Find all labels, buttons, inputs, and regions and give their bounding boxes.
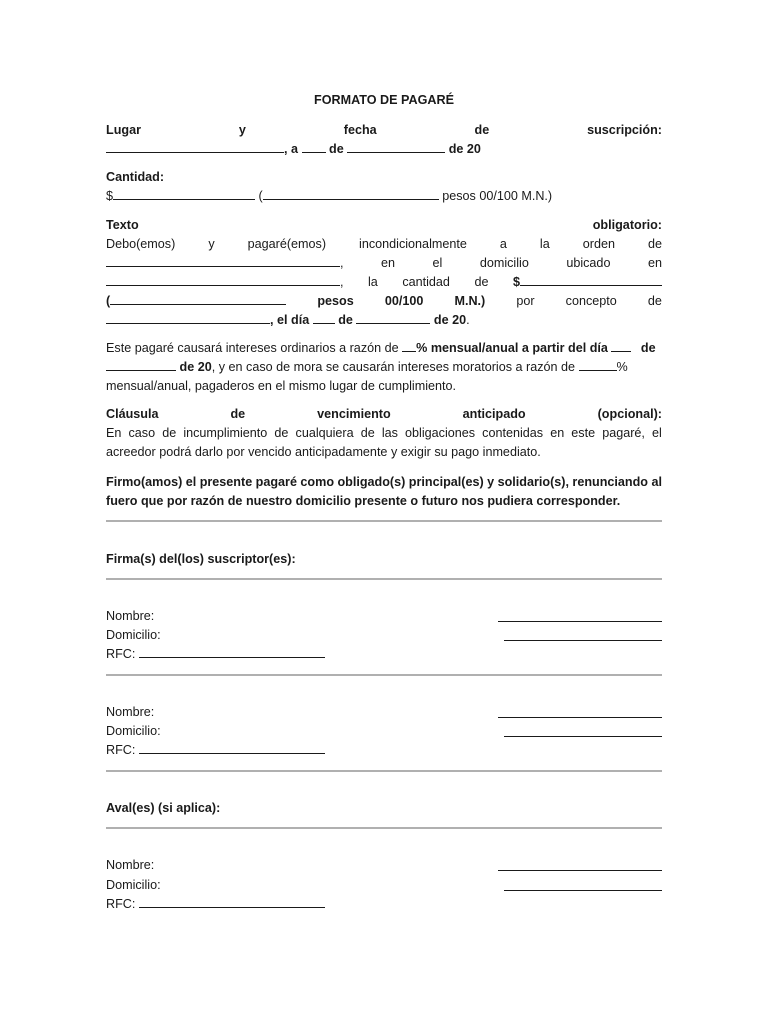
cantidad-letra-blank[interactable] bbox=[263, 188, 439, 200]
suscriptor-2-nombre-line[interactable] bbox=[498, 706, 662, 718]
clausula-heading: Cláusula de vencimiento anticipado (opcional): bbox=[106, 407, 662, 421]
cantidad-num-blank[interactable] bbox=[113, 188, 255, 200]
suscriptor-1-rfc-line[interactable] bbox=[139, 646, 325, 658]
divider bbox=[106, 770, 662, 772]
texto-cantidad-blank[interactable] bbox=[520, 274, 662, 286]
aval-nombre-line[interactable] bbox=[498, 859, 662, 871]
intereses-line-3: mensual/anual, pagaderos en el mismo lugar de cumplimiento. bbox=[106, 379, 457, 393]
aval-nombre-label: Nombre: bbox=[106, 858, 155, 872]
acreedor-blank[interactable] bbox=[106, 255, 340, 267]
suscriptor-2-domicilio-line[interactable] bbox=[504, 725, 662, 737]
suscriptor-1-nombre-line[interactable] bbox=[498, 610, 662, 622]
document-title: FORMATO DE PAGARÉ bbox=[314, 93, 454, 107]
divider bbox=[106, 578, 662, 580]
interes-mes-blank[interactable] bbox=[106, 359, 176, 371]
suscriptor-2-rfc: RFC: bbox=[106, 742, 662, 758]
intereses-line-1: Este pagaré causará intereses ordinarios a razón de % mensual/anual a partir del día de bbox=[106, 341, 656, 355]
divider bbox=[106, 520, 662, 522]
lugar-fields: , a de de 20 bbox=[106, 141, 662, 157]
interes-dia-blank[interactable] bbox=[611, 340, 631, 352]
domicilio-pago-blank[interactable] bbox=[106, 274, 340, 286]
firmas-heading: Firma(s) del(los) suscriptor(es): bbox=[106, 552, 296, 566]
mes-blank[interactable] bbox=[347, 141, 445, 153]
aval-domicilio-label: Domicilio: bbox=[106, 878, 161, 892]
suscriptor-2-rfc-line[interactable] bbox=[139, 742, 325, 754]
tasa-ordinaria-blank[interactable] bbox=[402, 340, 416, 352]
texto-line-4: , la cantidad de $ bbox=[106, 274, 662, 290]
aval-domicilio-line[interactable] bbox=[504, 879, 662, 891]
texto-line-6: , el día de de 20. bbox=[106, 312, 662, 328]
aval-heading: Aval(es) (si aplica): bbox=[106, 801, 221, 815]
texto-heading: Texto obligatorio: bbox=[106, 218, 662, 232]
intereses-line-2: de 20, y en caso de mora se causarán intereses moratorios a razón de % bbox=[106, 359, 662, 375]
firmo-line-1: Firmo(amos) el presente pagaré como obligado(s) principal(es) y solidario(s), renunciando al bbox=[106, 475, 662, 489]
suscriptor-1-rfc: RFC: bbox=[106, 646, 662, 662]
suscriptor-1-nombre-label: Nombre: bbox=[106, 609, 155, 623]
suscriptor-1-domicilio-label: Domicilio: bbox=[106, 628, 161, 642]
lugar-heading: Lugar y fecha de suscripción: bbox=[106, 123, 662, 137]
suscriptor-1-domicilio-line[interactable] bbox=[504, 629, 662, 641]
suscriptor-2-domicilio-label: Domicilio: bbox=[106, 724, 161, 738]
cantidad-fields: $ ( pesos 00/100 M.N.) bbox=[106, 189, 553, 203]
lugar-blank[interactable] bbox=[106, 141, 284, 153]
texto-line-5: ( pesos 00/100 M.N.) por concepto de bbox=[106, 294, 662, 308]
aval-rfc-line[interactable] bbox=[139, 896, 325, 908]
clausula-line-2: En caso de incumplimiento de cualquiera de las obligaciones contenidas en este pagaré, el bbox=[106, 426, 662, 440]
divider bbox=[106, 827, 662, 829]
divider bbox=[106, 674, 662, 676]
texto-line-3: , en el domicilio ubicado en bbox=[106, 255, 662, 271]
tasa-moratoria-blank[interactable] bbox=[579, 359, 617, 371]
aval-rfc: RFC: bbox=[106, 896, 662, 912]
texto-letra-blank[interactable] bbox=[110, 293, 286, 305]
dia-blank[interactable] bbox=[302, 141, 326, 153]
suscriptor-2-nombre-label: Nombre: bbox=[106, 705, 155, 719]
cantidad-label: Cantidad: bbox=[106, 170, 165, 184]
clausula-line-3: acreedor podrá darlo por vencido anticipadamente y exigir su pago inmediato. bbox=[106, 445, 541, 459]
firmo-line-2: fuero que por razón de nuestro domicilio presente o futuro nos pudiera corresponder. bbox=[106, 494, 621, 508]
concepto-blank[interactable] bbox=[106, 312, 270, 324]
vence-dia-blank[interactable] bbox=[313, 312, 335, 324]
vence-mes-blank[interactable] bbox=[356, 312, 430, 324]
texto-line-2: Debo(emos) y pagaré(emos) incondicionalmente a la orden de bbox=[106, 237, 662, 251]
